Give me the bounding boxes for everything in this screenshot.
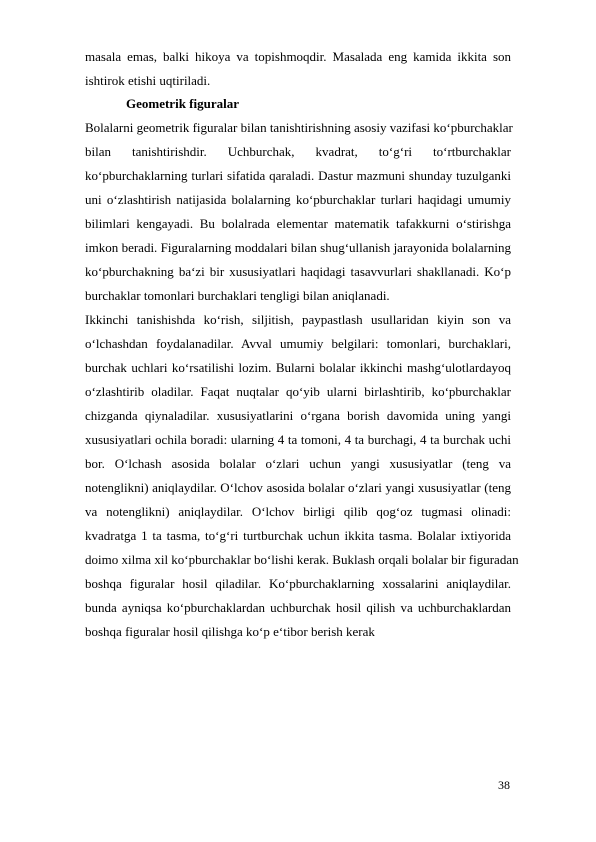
text-line: xususiyatlari ochila boradi: ularning 4 ta tomoni, 4 ta burchagi, 4 ta burchak uchi bbox=[85, 432, 511, 447]
text-line: ko‘pburchaklarning turlari sifatida qaraladi. Dastur mazmuni shunday tuzulganki bbox=[85, 168, 511, 183]
text-line: imkon beradi. Figuralarning moddalari bilan shug‘ullanish jarayonida bolalarning bbox=[85, 240, 511, 255]
text-line: o‘zlashtirib oladilar. Faqat nuqtalar qo‘yib ularni birlashtirib, ko‘pburchaklar bbox=[85, 384, 511, 399]
page-number: 38 bbox=[498, 778, 510, 792]
text-line: bor. O‘lchash asosida bolalar o‘zlari uchun yangi xususiyatlar (teng va bbox=[85, 456, 511, 471]
text-line: notenglikni) aniqlaydilar. O‘lchov asosida bolalar o‘zlari yangi xususiyatlar (teng bbox=[85, 480, 511, 495]
text-line: va notenglikni) aniqlaydilar. O‘lchov birligi qilib qog‘oz tugmasi olinadi: bbox=[85, 504, 511, 519]
section-heading: Geometrik figuralar bbox=[126, 96, 239, 111]
text-line: boshqa figuralar hosil qiladilar. Ko‘pburchaklarning xossalarini aniqlaydilar. bbox=[85, 576, 511, 591]
text-line: masala emas, balki hikoya va topishmoqdir. Masalada eng kamida ikkita son bbox=[85, 49, 511, 64]
text-line: chizganda qiynaladilar. xususiyatlarini o‘rgana borish davomida uning yangi bbox=[85, 408, 511, 423]
text-line: ishtirok etishi uqtiriladi. bbox=[85, 73, 211, 88]
text-line: bilan tanishtirishdir. Uchburchak, kvadrat, to‘g‘ri to‘rtburchaklar bbox=[85, 144, 511, 159]
text-line: bunda ayniqsa ko‘pburchaklardan uchburchak hosil qilish va uchburchaklardan bbox=[85, 600, 511, 615]
text-line: bilimlari kengayadi. Bu bolalrada elementar matematik tafakkurni o‘stirishga bbox=[85, 216, 511, 231]
text-line: burchak uchlari ko‘rsatilishi lozim. Bularni bolalar ikkinchi mashg‘ulotlardayoq bbox=[85, 360, 511, 375]
text-line: doimo xilma xil ko‘pburchaklar bo‘lishi kerak. Buklash orqali bolalar bir figuradan bbox=[85, 552, 519, 567]
text-line: o‘lchashdan foydalanadilar. Avval umumiy belgilari: tomonlari, burchaklari, bbox=[85, 336, 511, 351]
text-line: Ikkinchi tanishishda ko‘rish, siljitish, paypastlash usullaridan kiyin son va bbox=[85, 312, 511, 327]
text-line: kvadratga 1 ta tasma, to‘g‘ri turtburchak uchun ikkita tasma. Bolalar ixtiyorida bbox=[85, 528, 511, 543]
text-line: boshqa figuralar hosil qilishga ko‘p e‘tibor berish kerak bbox=[85, 624, 375, 639]
text-line: uni o‘zlashtirish natijasida bolalarning ko‘pburchaklar turlari haqidagi umumiy bbox=[85, 192, 511, 207]
text-line: Bolalarni geometrik figuralar bilan tanishtirishning asosiy vazifasi ko‘pburchaklar bbox=[85, 120, 513, 135]
text-line: burchaklar tomonlari burchaklari tengligi bilan aniqlanadi. bbox=[85, 288, 390, 303]
text-line: ko‘pburchakning ba‘zi bir xususiyatlari haqidagi tasavvurlari shakllanadi. Ko‘p bbox=[85, 264, 511, 279]
